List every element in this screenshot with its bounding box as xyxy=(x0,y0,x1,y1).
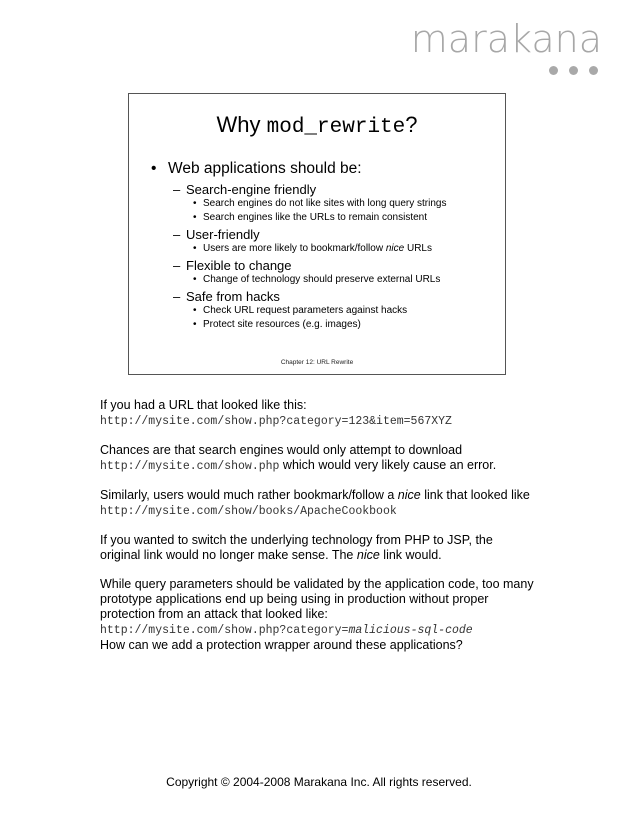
section-user-friendly: – User-friendly xyxy=(173,227,260,242)
list-item: • Search engines do not like sites with long query strings xyxy=(151,197,495,211)
code-url: http://mysite.com/show/books/ApacheCookbook xyxy=(100,505,397,518)
logo-dots xyxy=(549,66,598,75)
copyright: Copyright © 2004-2008 Marakana Inc. All rights reserved. xyxy=(166,775,472,789)
code-url: http://mysite.com/show.php?category=malicious-sql-code xyxy=(100,624,473,637)
slide-frame xyxy=(128,93,506,375)
list-item: • Users are more likely to bookmark/follow nice URLs xyxy=(151,242,495,256)
paragraph-5: While query parameters should be validated by the application code, too many prototype applications end up being using in production without proper protection from an attack that looked like: http://mysite.com/show.php?category=malicious-sql-code How can we add a protection wrapper around these applications? xyxy=(100,577,534,652)
paragraph-1: If you had a URL that looked like this: http://mysite.com/show.php?category=123&item=567XYZ xyxy=(100,398,452,428)
body-text xyxy=(100,398,540,667)
list-item: • Check URL request parameters against hacks xyxy=(151,304,495,318)
section-label: Safe from hacks xyxy=(186,289,280,304)
code-url: http://mysite.com/show.php?category=123&item=567XYZ xyxy=(100,415,452,428)
marakana-logo: marakana xyxy=(410,17,602,61)
paragraph-3: Similarly, users would much rather bookmark/follow a nice link that looked like http://mysite.com/show/books/ApacheCookbook xyxy=(100,488,530,518)
list-item: • Search engines like the URLs to remain consistent xyxy=(151,211,495,225)
title-code: mod_rewrite xyxy=(266,116,406,139)
slide-title xyxy=(129,114,505,138)
main-bullet: • Web applications should be: xyxy=(151,160,495,178)
section-search-engine: – Search-engine friendly xyxy=(173,182,317,197)
title-prefix: Why xyxy=(216,112,267,137)
title-suffix: ? xyxy=(405,112,418,137)
slide-body xyxy=(151,160,495,332)
section-label: Flexible to change xyxy=(186,258,292,273)
slide-footer: Chapter 12: URL Rewrite xyxy=(280,359,354,366)
section-safe: – Safe from hacks xyxy=(173,289,280,304)
question: How can we add a protection wrapper around these applications? xyxy=(100,638,463,652)
paragraph-4: If you wanted to switch the underlying technology from PHP to JSP, the original link would no longer make sense. The nice link would. xyxy=(100,533,493,562)
paragraph-2: Chances are that search engines would only attempt to download http://mysite.com/show.php which would very likely cause an error. xyxy=(100,443,497,473)
section-label: Search-engine friendly xyxy=(186,182,317,197)
section-flexible: – Flexible to change xyxy=(173,258,292,273)
list-item: • Change of technology should preserve external URLs xyxy=(151,273,495,287)
code-url: http://mysite.com/show.php xyxy=(100,460,280,473)
section-label: User-friendly xyxy=(186,227,260,242)
list-item: • Protect site resources (e.g. images) xyxy=(151,318,495,332)
